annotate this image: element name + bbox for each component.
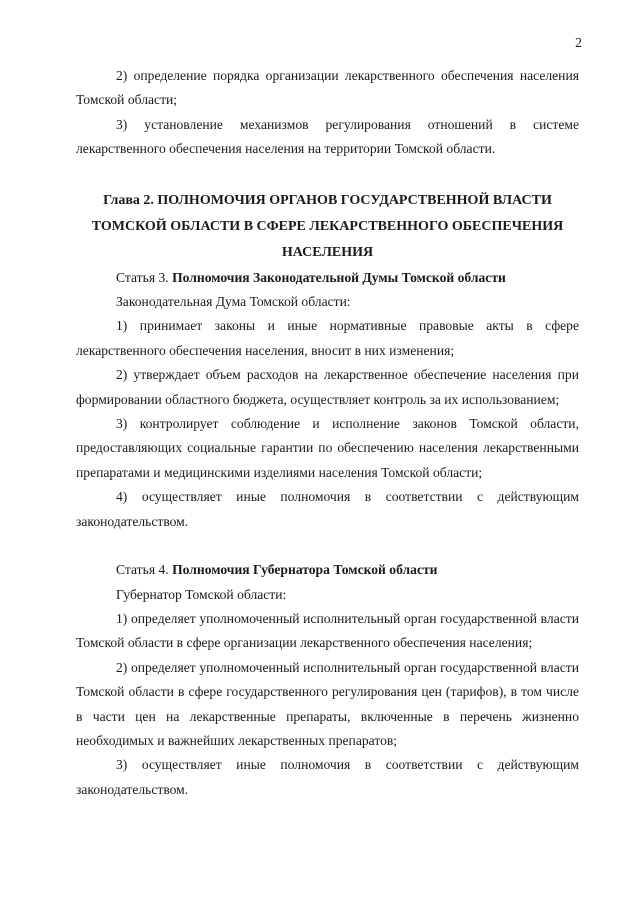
- article-3-lead: Законодательная Дума Томской области:: [116, 294, 351, 310]
- section-gap: [76, 534, 579, 558]
- intro-item: 2) определение порядка организации лекарственного обеспечения населения Томской области;: [76, 68, 579, 108]
- document-body: [76, 64, 579, 802]
- intro-item: 3) установление механизмов регулирования отношений в системе лекарственного обеспечения населения на территории Томской области.: [76, 116, 579, 157]
- article-4-label: Статья 4.: [116, 562, 173, 578]
- article-4-item: 3) осуществляет иные полномочия в соответствии с действующим законодательством.: [76, 757, 579, 797]
- page-number: 2: [575, 36, 582, 51]
- chapter-heading: Глава 2. ПОЛНОМОЧИЯ ОРГАНОВ ГОСУДАРСТВЕННОЙ ВЛАСТИ ТОМСКОЙ ОБЛАСТИ В СФЕРЕ ЛЕКАРСТВЕННОГО ОБЕСПЕЧЕНИЯ НАСЕЛЕНИЯ: [91, 192, 564, 260]
- article-3-item: 2) утверждает объем расходов на лекарственное обеспечение населения при формировании областного бюджета, осуществляет контроль за их использованием;: [76, 367, 579, 407]
- article-3-item: 3) контролирует соблюдение и исполнение законов Томской области, предоставляющих социальные гарантии по обеспечению населения лекарственными препаратами и медицинскими изделиями населения Томской области;: [76, 416, 579, 480]
- article-3-item: 1) принимает законы и иные нормативные правовые акты в сфере лекарственного обеспечения населения, вносит в них изменения;: [76, 318, 579, 358]
- article-3-label: Статья 3.: [116, 269, 173, 285]
- article-4-name: Полномочия Губернатора Томской области: [172, 562, 438, 578]
- article-3-item: 4) осуществляет иные полномочия в соответствии с действующим законодательством.: [76, 489, 579, 529]
- article-4-item: 2) определяет уполномоченный исполнительный орган государственной власти Томской области в сфере государственного регулирования цен (тарифов), в том числе в части цен на лекарственные препараты, включенные в перечень жизненно необходимых и важнейших лекарственных препаратов;: [76, 659, 579, 748]
- article-3-title: [76, 266, 579, 290]
- article-3-name: Полномочия Законодательной Думы Томской области: [172, 269, 506, 285]
- article-4-item: 1) определяет уполномоченный исполнительный орган государственной власти Томской области в сфере организации лекарственного обеспечения населения;: [76, 610, 579, 651]
- article-4-lead: Губернатор Томской области:: [116, 586, 287, 602]
- article-4-title: [76, 558, 579, 582]
